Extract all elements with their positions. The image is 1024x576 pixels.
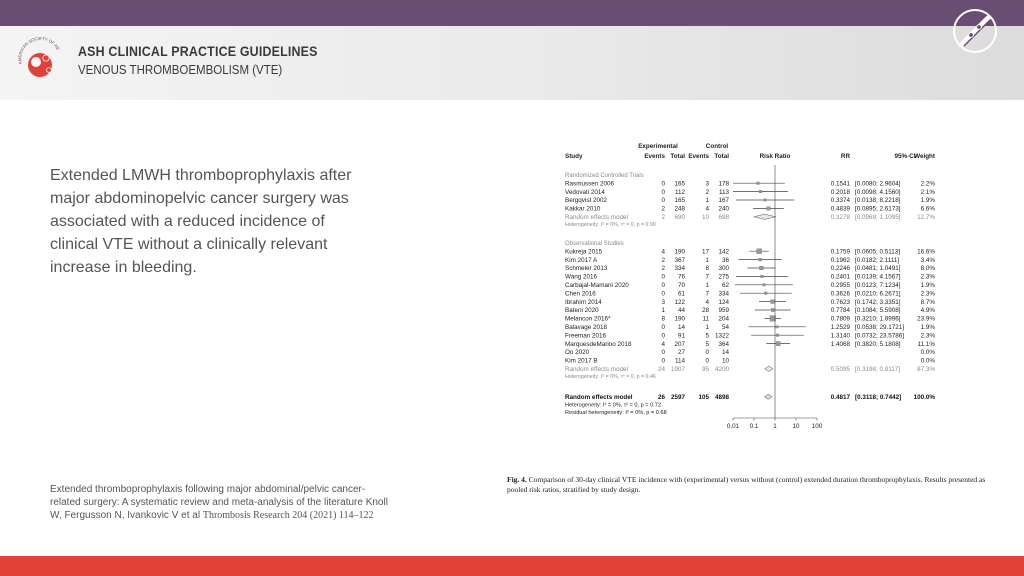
exp-total: 70	[677, 282, 685, 289]
subgroup-pooled-exp-events: 24	[657, 366, 665, 373]
ctl-events: 3	[705, 180, 709, 188]
rr-value: 0.2018	[830, 188, 850, 196]
subgroup-pooled-exp-total: 1907	[670, 366, 685, 373]
forest-plot	[505, 138, 1005, 500]
weight-value: 2.3%	[920, 273, 935, 281]
weight-value: 1.9%	[920, 324, 935, 331]
exp-events: 2	[661, 205, 665, 213]
subgroup-pooled-ctl-total: 698	[718, 214, 729, 221]
exp-total: 165	[674, 197, 685, 205]
ci-value: [0.0080; 2.9604]	[855, 180, 901, 188]
study-point	[759, 190, 762, 193]
ctl-total: 62	[721, 282, 729, 289]
ctl-events: 1	[705, 324, 709, 331]
summary-statement: Extended LMWH thromboprophylaxis after major abdominopelvic cancer surgery was associated with a reduced incidence of clinical VTE without a clinically relevant increase in bleeding.	[50, 167, 352, 276]
study-point	[759, 258, 762, 261]
overall-pooled-diamond	[764, 394, 772, 399]
rr-value: 0.4839	[830, 205, 850, 213]
ctl-events: 28	[701, 307, 709, 315]
overall-pooled-ctl-events: 105	[698, 394, 709, 401]
exp-total: 334	[674, 265, 685, 273]
ctl-events: 8	[705, 265, 709, 273]
ci-value: [0.3210; 1.8996]	[855, 315, 901, 323]
ctl-total: 275	[718, 273, 729, 281]
subgroup-pooled-exp-events: 2	[661, 214, 665, 221]
exp-total: 44	[677, 307, 685, 315]
rr-value: 0.7809	[830, 315, 850, 323]
study-point	[767, 207, 771, 211]
weight-value: 1.9%	[920, 282, 935, 289]
rr-value: 0.7623	[830, 298, 850, 306]
ctl-events: 7	[705, 290, 709, 298]
ci-value: [0.0481; 1.0491]	[855, 265, 901, 273]
exp-total: 14	[677, 324, 685, 331]
ctl-events: 4	[705, 298, 709, 306]
study-label: Melancon 2016*	[565, 315, 611, 323]
study-point	[757, 249, 762, 254]
study-point	[764, 292, 767, 295]
study-label: Kim 2017 B	[565, 357, 598, 365]
subgroup-pooled-diamond	[754, 214, 776, 219]
citation-text: Extended thromboprophylaxis following major abdominal/pelvic cancer-related surgery: A systematic review and meta-analysis of the literature Knoll W, Fergusson N, Ivankovic V et al	[50, 484, 388, 521]
col-header-ctl-events: Events	[688, 153, 709, 160]
exp-total: 27	[677, 349, 685, 357]
exp-total: 165	[674, 180, 685, 188]
rr-value: 1.3140	[830, 332, 850, 340]
ctl-total: 364	[718, 340, 729, 348]
weight-value: 1.9%	[920, 197, 935, 205]
ci-value: [0.1742; 3.3351]	[855, 298, 901, 306]
col-header-ci: 95%-CI	[894, 153, 916, 160]
weight-value: 11.1%	[917, 340, 935, 348]
ctl-total: 36	[721, 256, 729, 264]
col-header-risk-ratio: Risk Ratio	[759, 153, 791, 160]
study-point	[771, 308, 774, 311]
ctl-total: 14	[721, 349, 729, 357]
study-label: MarquesdeMarino 2018	[565, 340, 632, 348]
figure-caption	[507, 475, 997, 495]
exp-events: 0	[661, 349, 665, 357]
study-label: Chen 2016	[565, 290, 596, 298]
exp-events: 1	[661, 307, 665, 315]
citation-journal: Thrombosis Research 204 (2021) 114–122	[202, 510, 374, 521]
weight-value: 0.0%	[920, 349, 935, 357]
x-tick-label: 0.1	[749, 423, 759, 430]
rr-value: 1.4068	[830, 340, 850, 348]
ctl-events: 1	[705, 197, 709, 205]
study-label: Kakkar 2010	[565, 205, 601, 213]
subgroup-heterogeneity: Heterogeneity: I² = 0%, τ² = 0, p = 0.46	[565, 374, 656, 380]
ctl-total: 10	[721, 357, 729, 365]
exp-total: 190	[674, 248, 685, 256]
study-label: Freeman 2016	[565, 332, 606, 340]
col-header-rr: RR	[840, 153, 850, 160]
ci-value: [0.0098; 4.1560]	[855, 188, 901, 196]
ash-logo-icon	[14, 34, 66, 86]
study-label: Oo 2020	[565, 349, 590, 357]
exp-total: 207	[674, 340, 685, 348]
ci-value: [0.0139; 4.1567]	[855, 273, 901, 281]
col-header-experimental: Experimental	[638, 143, 678, 150]
study-point	[757, 182, 760, 185]
exp-events: 2	[661, 265, 665, 273]
figure-caption-label: Fig. 4.	[507, 475, 527, 484]
exp-total: 76	[677, 273, 685, 281]
exp-events: 8	[661, 315, 665, 323]
exp-events: 0	[661, 324, 665, 331]
exp-events: 0	[661, 332, 665, 340]
bottom-bar	[0, 556, 1024, 576]
weight-value: 2.1%	[920, 188, 935, 196]
study-point	[763, 284, 765, 286]
exp-total: 248	[674, 205, 685, 213]
ctl-total: 204	[718, 315, 729, 323]
weight-value: 6.6%	[920, 205, 935, 213]
col-header-exp-total: Total	[670, 153, 685, 160]
ci-value: [0.0138; 8.2218]	[855, 197, 901, 205]
col-header-control: Control	[705, 143, 729, 150]
exp-events: 0	[661, 290, 665, 298]
ctl-events: 5	[705, 332, 709, 340]
study-label: Kim 2017 A	[565, 256, 598, 264]
overall-pooled-weight: 100.0%	[913, 394, 935, 401]
ctl-events: 2	[705, 188, 709, 196]
rr-value: 0.2955	[830, 282, 850, 289]
ctl-events: 1	[705, 282, 709, 289]
overall-heterogeneity: Heterogeneity: I² = 0%, τ² = 0, p = 0.72	[565, 402, 661, 409]
study-label: Schmeler 2013	[565, 265, 608, 273]
rr-value: 0.1759	[830, 248, 850, 256]
ci-value: [0.0210; 6.2671]	[855, 290, 901, 298]
subgroup-pooled-diamond	[765, 366, 773, 371]
subgroup-pooled-ctl-total: 4200	[714, 366, 729, 373]
subgroup-pooled-ci: [0.3198; 0.8117]	[855, 366, 901, 373]
study-point	[761, 275, 764, 278]
subgroup-pooled-ctl-events: 10	[701, 214, 709, 221]
ci-value: [0.0605; 0.5113]	[855, 248, 901, 256]
ctl-events: 1	[705, 256, 709, 264]
study-label: Carbajal-Mamani 2020	[565, 282, 629, 289]
ci-value: [0.3820; 5.1808]	[855, 340, 901, 348]
ctl-total: 54	[721, 324, 729, 331]
subgroup-pooled-weight: 12.7%	[917, 214, 935, 221]
study-point	[776, 342, 780, 346]
weight-value: 23.9%	[917, 315, 935, 323]
ctl-events: 5	[705, 340, 709, 348]
subgroup-pooled-exp-total: 690	[674, 214, 685, 221]
ctl-events: 7	[705, 273, 709, 281]
ci-value: [0.0732; 23.5786]	[855, 332, 905, 340]
subgroup-pooled-label: Random effects model	[565, 366, 628, 373]
study-label: Bergqvist 2002	[565, 197, 608, 205]
exp-events: 0	[661, 282, 665, 289]
rr-value: 1.2529	[830, 324, 850, 331]
subgroup-title: Randomized Controlled Trials	[565, 173, 644, 179]
weight-value: 8.7%	[920, 298, 935, 306]
subgroup-pooled-ctl-events: 95	[701, 366, 709, 373]
overall-pooled-rr: 0.4817	[830, 394, 850, 401]
subgroup-heterogeneity: Heterogeneity: I² = 0%, τ² = 0, p = 0.90	[565, 222, 656, 228]
ctl-total: 959	[718, 307, 729, 315]
study-label: Balavage 2018	[565, 324, 608, 331]
x-tick-label: 10	[792, 423, 800, 430]
weight-value: 2.2%	[920, 180, 935, 188]
subgroup-pooled-weight: 87.3%	[917, 366, 935, 373]
overall-pooled-exp-events: 26	[657, 394, 665, 401]
weight-value: 3.4%	[920, 256, 935, 264]
exp-total: 91	[677, 332, 685, 340]
col-header-ctl-total: Total	[714, 153, 729, 160]
overall-pooled-ctl-total: 4898	[714, 394, 729, 401]
study-point	[771, 300, 775, 304]
ci-value: [0.0182; 2.1111]	[855, 256, 900, 264]
col-header-study: Study	[565, 153, 583, 160]
rr-value: 0.1962	[830, 256, 850, 264]
ctl-total: 113	[718, 188, 729, 196]
rr-value: 0.1541	[830, 180, 850, 188]
exp-events: 4	[661, 340, 665, 348]
ctl-total: 300	[718, 265, 729, 273]
study-point	[764, 199, 766, 201]
exp-events: 3	[661, 298, 665, 306]
weight-value: 16.6%	[917, 248, 935, 256]
ctl-events: 4	[705, 205, 709, 213]
ctl-events: 0	[705, 349, 709, 357]
col-header-weight: Weight	[914, 153, 935, 160]
study-label: Ibrahim 2014	[565, 298, 602, 306]
overall-pooled-exp-total: 2597	[670, 394, 685, 401]
exp-total: 190	[674, 315, 685, 323]
weight-value: 4.9%	[920, 307, 935, 315]
residual-heterogeneity: Residual heterogeneity: I² = 0%, p = 0.68	[565, 410, 667, 416]
exp-events: 2	[661, 256, 665, 264]
vessel-badge-icon	[952, 8, 998, 54]
guideline-subtitle: VENOUS THROMBOEMBOLISM (VTE)	[78, 63, 283, 77]
rr-value: 0.3374	[830, 197, 850, 205]
ci-value: [0.0538; 29.1721]	[855, 324, 905, 331]
ci-value: [0.0123; 7.1234]	[855, 282, 901, 289]
ctl-total: 240	[718, 205, 729, 213]
rr-value: 0.2401	[830, 273, 850, 281]
x-tick-label: 0.01	[726, 423, 740, 430]
exp-events: 0	[661, 188, 665, 196]
subgroup-pooled-label: Random effects model	[565, 214, 628, 221]
ctl-total: 124	[718, 298, 729, 306]
weight-value: 0.0%	[920, 357, 935, 365]
ci-value: [0.1084; 5.5908]	[855, 307, 901, 315]
subgroup-pooled-ci: [0.0969; 1.1095]	[855, 214, 901, 221]
ctl-total: 1322	[714, 332, 729, 340]
exp-total: 122	[674, 298, 685, 306]
overall-pooled-ci: [0.3118; 0.7442]	[855, 394, 902, 401]
exp-events: 0	[661, 197, 665, 205]
exp-events: 0	[661, 180, 665, 188]
guideline-title: ASH CLINICAL PRACTICE GUIDELINES	[78, 44, 318, 59]
study-label: Bateni 2020	[565, 307, 599, 315]
exp-total: 112	[674, 188, 685, 196]
exp-total: 61	[677, 290, 685, 298]
col-header-exp-events: Events	[644, 153, 665, 160]
exp-total: 367	[674, 256, 685, 264]
exp-total: 114	[674, 357, 685, 365]
rr-value: 0.7784	[830, 307, 850, 315]
ctl-total: 142	[718, 248, 729, 256]
study-label: Kukreja 2015	[565, 248, 603, 256]
weight-value: 2.3%	[920, 290, 935, 298]
rr-value: 0.3626	[830, 290, 850, 298]
weight-value: 8.0%	[920, 265, 935, 273]
study-label: Vedovati 2014	[565, 188, 605, 196]
citation	[50, 483, 390, 522]
exp-events: 0	[661, 273, 665, 281]
figure-caption-text: Comparison of 30-day clinical VTE incidence with (experimental) versus without (control) extended duration thromboprophylaxis. Results presented as pooled risk ratios, stratified by study design.	[507, 475, 986, 494]
exp-events: 4	[661, 248, 665, 256]
subgroup-pooled-rr: 0.5095	[830, 366, 850, 373]
ctl-events: 11	[702, 315, 709, 323]
x-tick-label: 1	[773, 423, 777, 430]
x-tick-label: 100	[811, 423, 823, 430]
ctl-total: 334	[718, 290, 729, 298]
top-bar	[0, 0, 1024, 26]
study-label: Rasmussen 2006	[565, 180, 615, 188]
ci-value: [0.0895; 2.6173]	[855, 205, 901, 213]
logo-arc-text: AMERICAN SOCIETY OF HE	[17, 35, 61, 65]
ctl-events: 17	[701, 248, 709, 256]
study-point	[760, 266, 764, 270]
exp-events: 0	[661, 357, 665, 365]
rr-value: 0.2246	[830, 265, 850, 273]
subgroup-pooled-rr: 0.3278	[830, 214, 850, 221]
study-point	[776, 326, 778, 328]
ctl-total: 167	[718, 197, 729, 205]
weight-value: 2.3%	[920, 332, 935, 340]
ctl-total: 178	[718, 180, 729, 188]
study-point	[776, 334, 779, 337]
subgroup-title: Observational Studies	[565, 241, 624, 247]
overall-pooled-label: Random effects model	[565, 394, 633, 401]
study-label: Wang 2016	[565, 273, 597, 281]
ctl-events: 0	[705, 357, 709, 365]
